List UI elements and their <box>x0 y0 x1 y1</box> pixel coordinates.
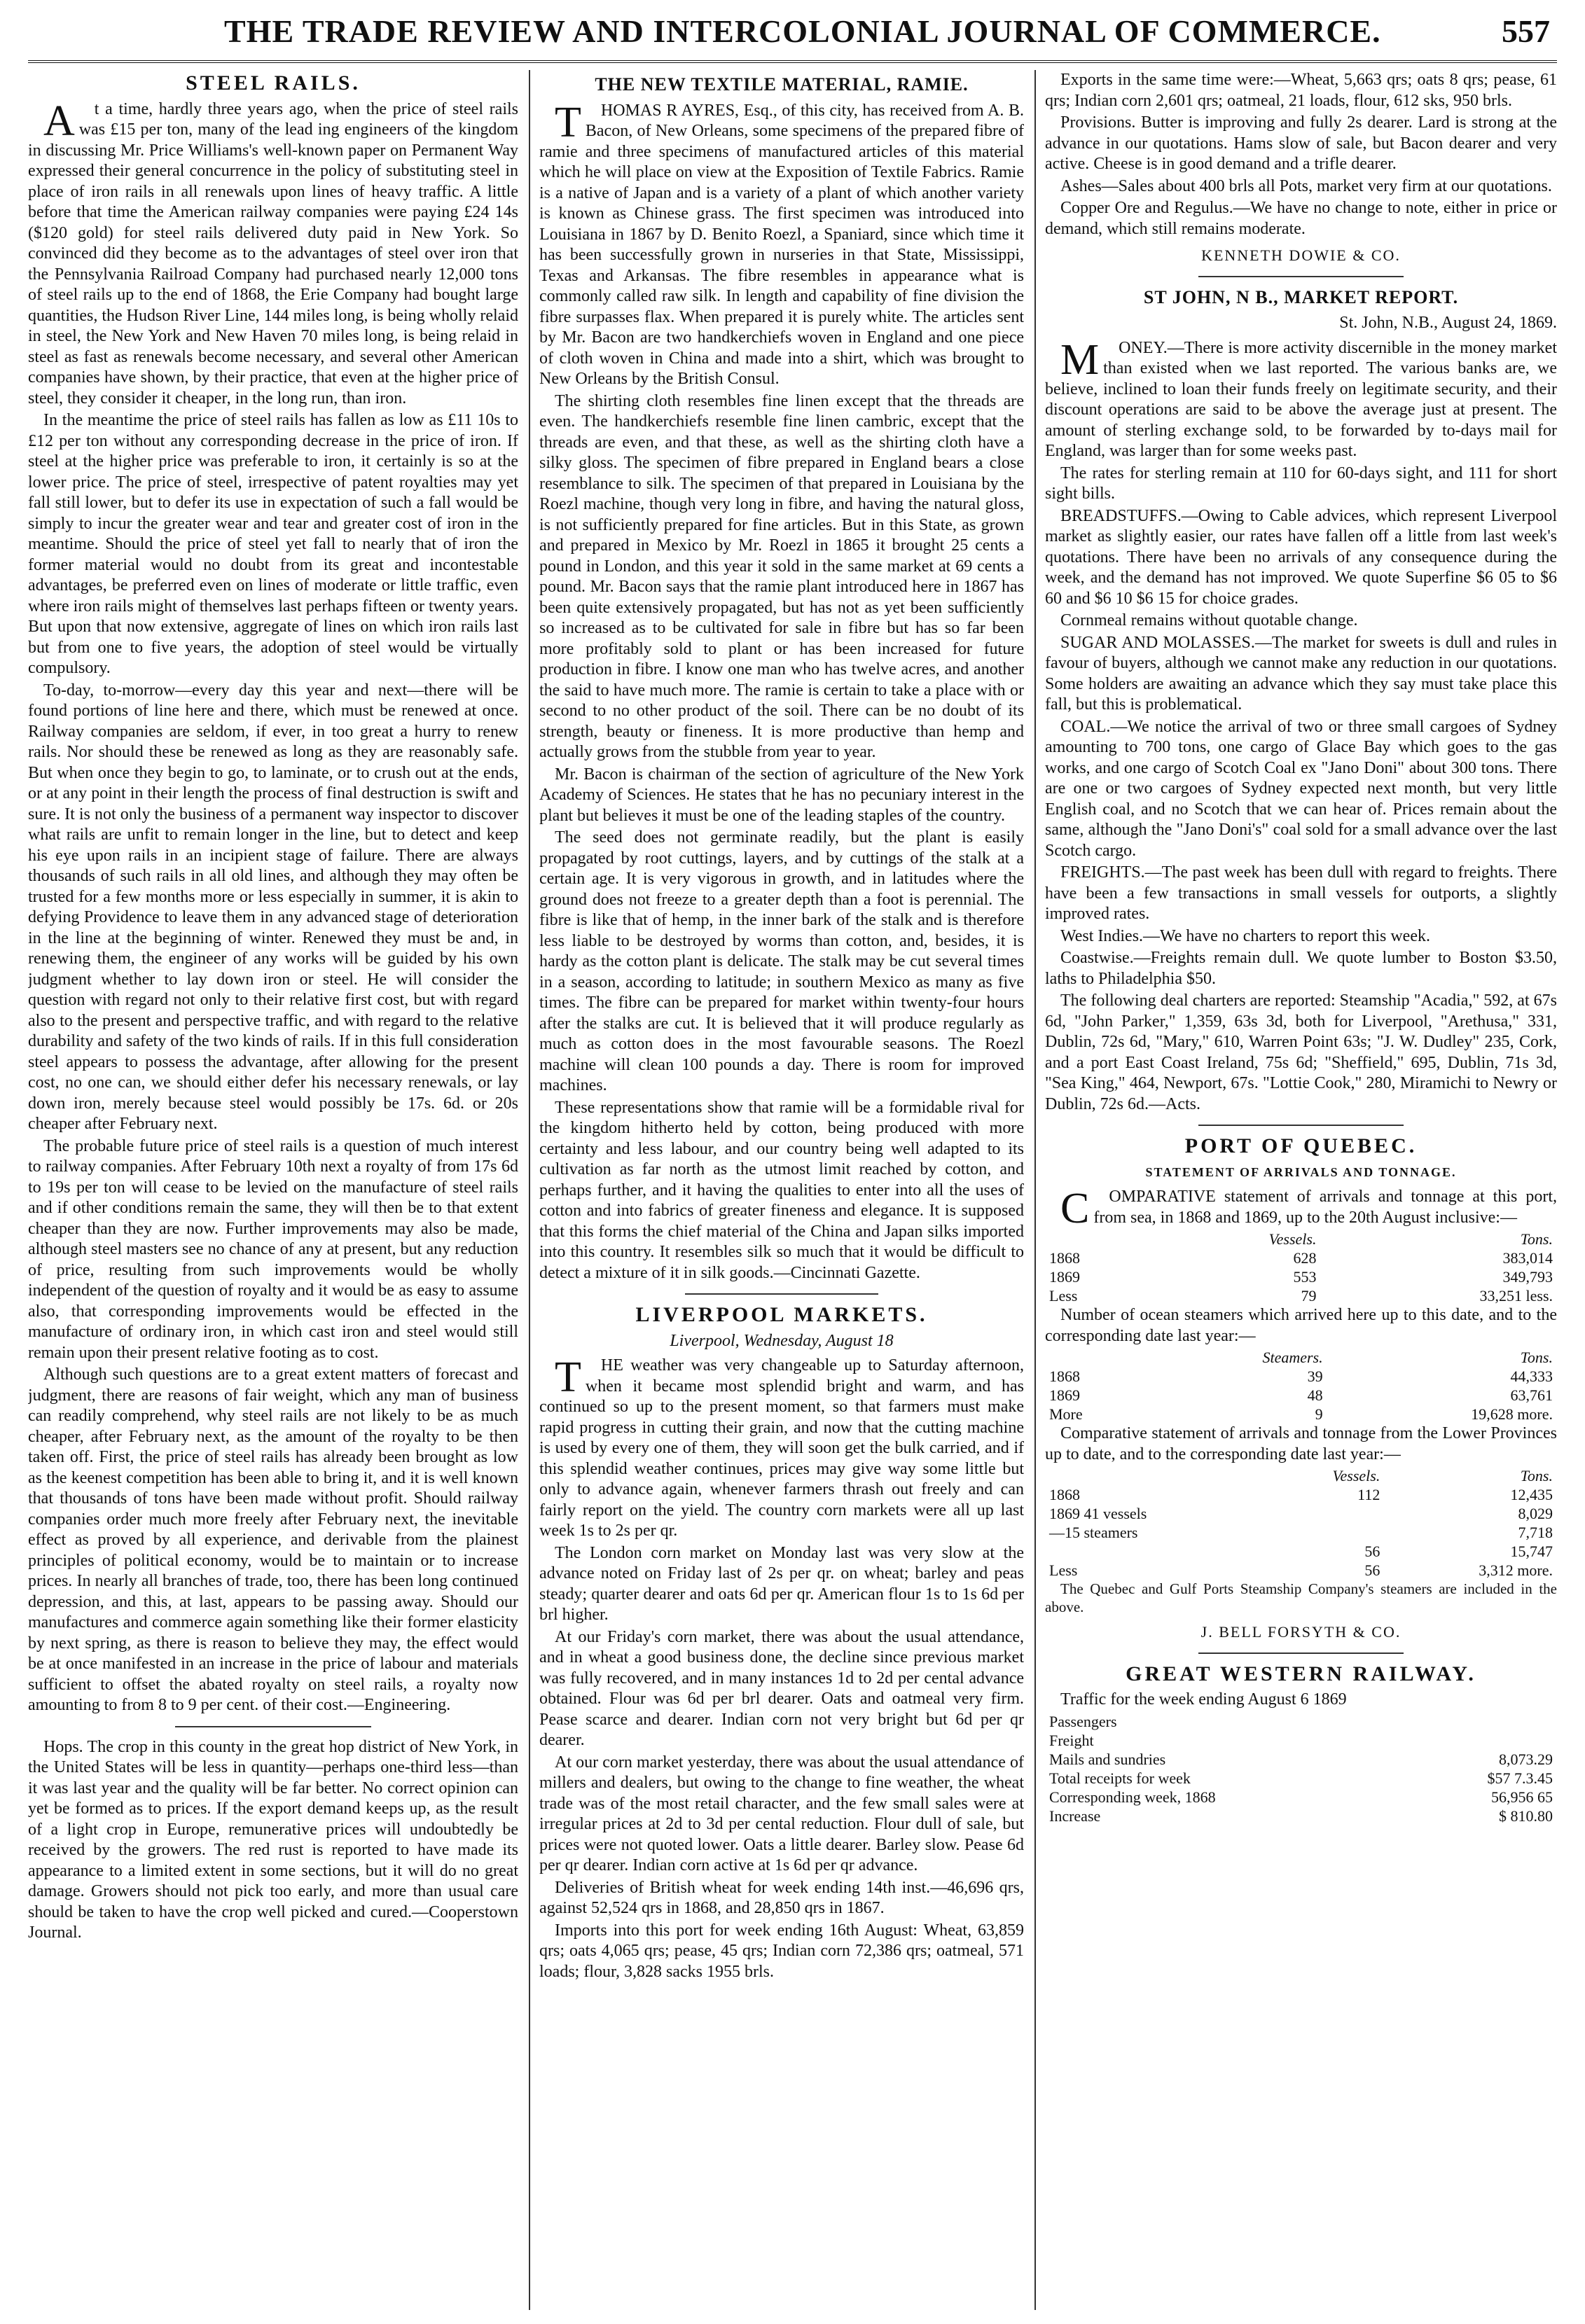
article-title-liverpool: LIVERPOOL MARKETS. <box>635 1303 928 1326</box>
divider <box>1198 276 1403 277</box>
quebec-table-sea: Vessels. Tons. 1868 628 383,014 1869 553 349,793 Less 79 33,251 less. <box>1045 1230 1557 1305</box>
paragraph: The rates for sterling remain at 110 for 60-days sight, and 111 for short sight bills. <box>1045 464 1557 503</box>
paragraph: THE weather was very changeable up to Saturday afternoon, when it became most splendid bright and warm, and has continued so up to the present moment, so that farmers must make rapid progress in cutting their grain, and now that the cutting machine is used by every one of them, they will soon get the bulk carried, and if this splendid weather continues, prices may give way some little but only to advance again, whenever farmers thrash out freely and can fairly report on the yield. The country corn markets were all up last week 1s to 2s per qr. <box>539 1354 1024 1540</box>
paragraph: The seed does not germinate readily, but the plant is easily propagated by root cuttings, layers, and by cuttings of the stalk at a certain age. It is very vigorous in growth, and in latitudes where the ground does not freeze to a greater depth than a foot is perennial. The fibre is like that of hemp, in the inner bark of the stalk and is therefore less liable to be destroyed by worms than cotton, and, besides, it is hardy as the cotton plant is delicate. The stalk may be cut several times in a season, according to latitude; in southern Mexico as many as five times. The fibre can be prepared for market within twenty-four hours after the stalks are cut. It is believed that it will produce regularly as much as cotton does in the most favourable seasons. The Roezl machine will clean 100 pounds a day. There is room for improved machines. <box>539 828 1024 1094</box>
table-row: Increase $ 810.80 <box>1049 1807 1553 1825</box>
page-number: 557 <box>1502 13 1550 49</box>
paragraph: Copper Ore and Regulus.—We have no change to note, either in price or demand, which still remains moderate. <box>1045 199 1557 238</box>
divider <box>1198 1125 1403 1126</box>
paragraph: At a time, hardly three years ago, when the price of steel rails was £15 per ton, many of the lead ing engineers of the kingdom in discussing Mr. Price Williams's well-known paper on Permanent Way expressed their general concurrence in the policy of substituting steel in place of iron rails in all renewals upon lines of heavy traffic. A little before that time the American railway companies were paying £24 14s ($120 gold) for steel rails delivered duty paid in New York. So convinced did they become as to the advantages of steel over iron that the Pennsylvania Railroad Company had purchased nearly 12,000 tons of steel rails up to the end of 1868, the Erie Company had bought large quantities, the Hudson River Line, 144 miles long, is being wholly relaid in steel, the New York and New Haven 70 miles long, is being relaid in steel as fast as renewals become necessary, and several other American companies have shown, by their practice, that even at the higher price of steel, they consider it cheaper, in the long run, than iron. <box>28 97 518 408</box>
paragraph: In the meantime the price of steel rails has fallen as low as £11 10s to £12 per ton without any corresponding decrease in the price of iron. If steel at the higher price was preferable to iron, it certainly is so at the lower price. The price of steel, irrespective of patent royalties may yet fall still lower, but to defer its use in expectation of such a fall would be simply to incur the greater wear and tear and greater cost of iron in the meantime. Should the price of steel yet fall to nearly that of iron the former material would no doubt from its great and incontestable advantages, be preferred even on lines of moderate or little traffic, even where iron rails might of themselves last perhaps fifteen or twenty years. But upon that now extensive, aggregate of lines on which iron rails last but from one to five years, the adoption of steel would be virtually compulsory. <box>28 411 518 677</box>
column-2 <box>539 70 1024 2310</box>
paragraph: At our Friday's corn market, there was about the usual attendance, and in wheat a good business done, the decline since previous market was fully recovered, and in many instances 1d to 2d per cental advance obtained. Flour was 6d per brl dearer. Oats and oatmeal very firm. Pease scarce and dearer. Indian corn not very bright but 6d per qr dearer. <box>539 1627 1024 1749</box>
paragraph: Cornmeal remains without quotable change. <box>1060 611 1358 629</box>
table-row: Freight <box>1049 1731 1094 1749</box>
table-row: 56 15,747 <box>1364 1543 1553 1560</box>
paragraph: Although such questions are to a great extent matters of forecast and judgment, there are reasons of fair weight, which any man of business can readily comprehend, why steel rails are not likely to be as much cheaper, after February next, as the amount of the royalty to be then taken off. First, the price of steel rails has already been brought as low as the keenest competition has been able to bring it, and it is well known that thousands of tons have been made without profit. Should railway companies order much more freely after February next, the inevitable effect as proved by all experience, and derivable from the plainest principles of political economy, would be to maintain or to increase prices. In nearly all branches of trade, too, there has been long continued depression, and this, at last, appears to be passing away. Should our manufactures and commerce again something like their former elasticity by next spring, as there is reason to believe they may, the effect would be at once manifested in an increase in the price of labour and materials sufficient to offset the abated royalty on steel rails, a royalty now amounting to from 8 to 9 per cent. of their cost.—Engineering. <box>28 1365 518 1714</box>
paragraph: COAL.—We notice the arrival of two or three small cargoes of Sydney amounting to 700 tons, one cargo of Glace Bay which goes to the gas works, and one cargo of Scotch Coal ex "Jano Doni" about 300 tons. There are one or two cargoes of Sydney expected next month, but very little English coal, and no Scotch that we can hear of. Prices remain about the same, although the "Jano Doni's" coal sold for a small advance over the last Scotch cargo. <box>1045 717 1557 860</box>
paragraph: Deliveries of British wheat for week ending 14th inst.—46,696 qrs, against 52,524 qrs in 1868, and 28,850 qrs in 1867. <box>539 1878 1024 1917</box>
paragraph: Number of ocean steamers which arrived here up to this date, and to the corresponding date last year:— <box>1045 1306 1557 1345</box>
divider <box>175 1726 371 1727</box>
paragraph: At our corn market yesterday, there was about the usual attendance of millers and dealers, but owing to the change to fine weather, the wheat trade was of the most retail character, and the few small sales were at irregular prices at 2d to 3d per cental reduction. Flour dull of sale, but prices were not quoted lower. Oats a little dearer. Barley slow. Pease 6d per qr dearer. Indian corn active at 1s 6d per qr advance. <box>539 1753 1024 1874</box>
journal-title: THE TRADE REVIEW AND INTERCOLONIAL JOURNAL OF COMMERCE. <box>224 13 1381 49</box>
gwr-traffic-table <box>1045 1712 1557 1825</box>
paragraph: SUGAR AND MOLASSES.—The market for sweets is dull and rules in favour of buyers, although we cannot make any reduction in our quotations. Some holders are awaiting an advance which they say must take place this fall, but this is problematical. <box>1045 633 1557 714</box>
paragraph: Mr. Bacon is chairman of the section of agriculture of the New York Academy of Sciences. He states that he has no pecuniary interest in the plant but believes it must be one of the leading staples of the country. <box>539 765 1024 825</box>
table-row: Mails and sundries 8,073.29 <box>1049 1750 1553 1768</box>
table-row: Less 56 3,312 more. <box>1049 1561 1553 1579</box>
table-row: 1869 553 349,793 <box>1049 1268 1553 1286</box>
paragraph: MONEY.—There is more activity discernible in the money market than existed when we last reported. The various banks are, we believe, inclined to loan their funds freely on legitimate security, and their discount operations are said to be above the average just at present. The amount of sterling exchange sold, to be forwarded by to-days mail for England, was larger than for some weeks past. <box>1045 335 1557 460</box>
article-title-quebec: PORT OF QUEBEC. <box>1184 1134 1418 1157</box>
article-title-gwr: GREAT WESTERN RAILWAY. <box>1126 1662 1476 1685</box>
paragraph: Traffic for the week ending August 6 1869 <box>1060 1690 1347 1709</box>
paragraph: The shirting cloth resembles fine linen except that the threads are even. The handkerchiefs resemble fine linen cambric, except that the threads are even, and that these, as well as the shirting cloth have a silky gloss. The specimen of fibre prepared in England bears a close resemblance to silk. The specimen of that prepared in Louisiana by the Roezl machine, though very long in fibre, and having the natural gloss, is not sufficiently prepared for fine articles. But in this State, as grown and prepared in Mexico by Mr. Roezl in 1865 it brought 25 cents a pound in London, and this year it sold in the same market at 69 cents a pound. Mr. Bacon says that the ramie plant introduced here in 1867 has been quite extensively propagated, but has not as yet been sufficiently so increased as to be cultivated for sale in fibre but has so far been more profitably sold to plant or has been increased for future production in fibre. I know one man who has twelve acres, and another the said to have much more. The ramie is certain to take a place with or second to no other product of the soil. There can be no doubt of its strength, beauty or fineness. It is more productive than hemp and actually grows from the stubble from year to year. <box>539 391 1024 761</box>
footnote: The Quebec and Gulf Ports Steamship Company's steamers are included in the above. <box>1045 1580 1557 1615</box>
quebec-table-lower-provinces: Vessels. Tons. 1868 112 12,435 1869 41 vessels 8,029 —15 steamers 7,718 56 15,747 Less 56 3,312 more. <box>1045 1466 1557 1580</box>
table-row: More 9 19,628 more. <box>1049 1405 1553 1423</box>
paragraph: The probable future price of steel rails is a question of much interest to railway companies. After February 10th next a royalty of from 17s 6d to 19s per ton will cease to be levied on the manufacture of steel rails and if other conditions remain the same, they will then be to that extent cheaper than they are now. Further improvements may also be made, although steel masters see no chance of any at present, but any reduction of price, resulting from such improvements would be wholly independent of the question of royalty and it would be as easy to assume also, that corresponding improvements would be effected in the manufacture of ordinary iron, in which cast iron and steel would still remain upon their present relative footing as to cost. <box>28 1136 518 1362</box>
table-row: Corresponding week, 1868 56,956 65 <box>1049 1788 1553 1806</box>
paragraph: West Indies.—We have no charters to report this week. <box>1060 926 1430 945</box>
dateline: Liverpool, Wednesday, August 18 <box>670 1331 894 1350</box>
paragraph: Provisions. Butter is improving and fully 2s dearer. Lard is strong at the advance in our quotations. Hams slow of sale, but Bacon dearer and very active. Cheese is in good demand and a trifle dearer. <box>1045 113 1557 173</box>
signature: J. BELL FORSYTH & CO. <box>1200 1623 1401 1641</box>
table-row: 1869 41 vessels 8,029 <box>1049 1505 1553 1522</box>
paragraph: FREIGHTS.—The past week has been dull with regard to freights. There have been a few transactions in small vessels for outports, a slightly improved rates. <box>1045 863 1557 923</box>
paragraph: Exports in the same time were:—Wheat, 5,663 qrs; oats 8 qrs; pease, 61 qrs; Indian corn 2,601 qrs; oatmeal, 21 loads, flour, 612 sks, 950 brls. <box>1045 71 1557 110</box>
paragraph: The following deal charters are reported: Steamship "Acadia," 592, at 67s 6d, "John Parker," 1,359, 63s 3d, both for Liverpool, "Arethusa," 331, Dublin, 72s 6d, "Mary," 610, Warren Point 63s; "J. W. Dudley" 235, Cork, and a port East Coast Ireland, 75s 6d; "Sheffield," 695, Dublin, 71s 3d, "Sea King," 464, Newport, 67s. "Lottie Cook," 280, Miramichi to Newry or Dublin, 72s 6d.—Acts. <box>1045 991 1557 1113</box>
paragraph: COMPARATIVE statement of arrivals and tonnage at this port, from sea, in 1868 and 1869, up to the 20th August inclusive:— <box>1060 1185 1557 1232</box>
column-rule <box>529 70 530 2310</box>
page <box>28 0 1557 2324</box>
table-row: 1869 48 63,761 <box>1049 1386 1553 1404</box>
table-row: Passengers <box>1049 1712 1117 1730</box>
signature: KENNETH DOWIE & CO. <box>1201 246 1401 264</box>
column-3 <box>1045 70 1557 2310</box>
paragraph: Imports into this port for week ending 16th August: Wheat, 63,859 qrs; oats 4,065 qrs; pease, 45 qrs; Indian corn 72,386 qrs; oatmeal, 571 loads; flour, 3,828 sacks 1955 brls. <box>539 1921 1024 1981</box>
table-row: Less 79 33,251 less. <box>1049 1287 1553 1304</box>
paragraph: To-day, to-morrow—every day this year and next—there will be found portions of line here and there, which must be renewed at once. Railway companies are seldom, if ever, in too great a hurry to renew rails. Nor should these be renewed as long as they are reasonably safe. But when once they begin to go, to laminate, or to crush out at the ends, or at any point in their length the process of final destruction is swift and sure. It is not only the business of a permanent way inspector to discover what rails are unfit to remain longer in the line, but to detect and keep his eye upon rails in an incipient stage of failure. There are always thousands of such rails in all old lines, and although they may often be trusted for a few months more or less especially in summer, it is akin to defying Providence to leave them in any advanced stage of deterioration in the line at the beginning of winter. Renewed they must be and, in renewing them, the engineer of any works will be guided by his own judgment whether to lay down iron or steel. He will consider the question with regard not only to their relative first cost, but with regard also to the present and perspective traffic, and with regard to the relative durability and safety of the two kinds of rails. If in this full consideration steel appears to possess the advantage, after allowing for the present cost, no one can, we should either defer his necessary renewals, or lay down iron, merely because steel would possibly be 17s. 6d. or 20s cheaper after February next. <box>28 681 518 1133</box>
column-1 <box>28 70 518 2310</box>
paragraph: THOMAS R AYRES, Esq., of this city, has received from A. B. Bacon, of New Orleans, some specimens of the prepared fibre of ramie and three specimens of manufactured articles of this material which he will place on view at the Exposition of Textile Fabrics. Ramie is a native of Japan and is a variety of a plant of which another variety is known as Chinese grass. The first specimen was introduced into Louisiana in 1867 by D. Benito Roezl, a Spaniard, since which time it has been successfully grown in nurseries in that State, Mississippi, Texas and Arkansas. The fibre resembles in appearance what is commonly called raw silk. In length and capability of fine division the fibre surpasses flax. When prepared it is purely white. The articles sent by Mr. Bacon are two handkerchiefs woven in England and one piece of cloth woven in China and made into a shirt, which was brought to New Orleans by the British Consul. <box>539 98 1024 388</box>
paragraph: These representations show that ramie will be a formidable rival for the kingdom hitherto held by cotton, being produced with more certainty and less labour, and our country being well adapted to its cultivation as far north as the utmost limit reached by cotton, and perhaps further, and it having the qualities to enter into all the uses of cotton and into fabrics of greater fineness and elegance. It is supposed that this forms the chief material of the China and Japan silks imported into this country. It resembles silk so much that it would be difficult to detect a mixture of it in silk goods.—Cincinnati Gazette. <box>539 1098 1024 1282</box>
running-head <box>28 4 1557 63</box>
article-title-ramie: THE NEW TEXTILE MATERIAL, RAMIE. <box>595 74 969 95</box>
column-rule <box>1034 70 1036 2310</box>
paragraph: Hops. The crop in this county in the great hop district of New York, in the United States will be less in quantity—perhaps one-third less—than it was last year and the quality will be far better. No correct opinion can yet be formed as to prices. If the export demand keeps up, as the result of a light crop in Europe, remunerative prices will undoubtedly be received by the growers. The red rust is reported to have made its appearance to a limited extent in some sections, but it will do no great damage. Growers should not pick too early, and more than usual care should be taken to have the crop well picked and cured.—Cooperstown Journal. <box>28 1737 518 1942</box>
article-title-steel-rails: STEEL RAILS. <box>186 71 361 95</box>
article-title-st-john: ST JOHN, N B., MARKET REPORT. <box>1143 286 1459 307</box>
dateline: St. John, N.B., August 24, 1869. <box>1339 314 1557 332</box>
divider <box>685 1293 879 1295</box>
table-row: 1868 628 383,014 <box>1049 1249 1553 1267</box>
paragraph: The London corn market on Monday last was very slow at the advance noted on Friday last of 2s per qr. on wheat; barley and peas steady; quarter dearer and oats 6d per qr. American flour 1s to 1s 6d per brl higher. <box>539 1543 1024 1624</box>
subtitle: STATEMENT OF ARRIVALS AND TONNAGE. <box>1145 1164 1457 1179</box>
table-row: 1868 112 12,435 <box>1049 1486 1553 1503</box>
table-row: Total receipts for week $57 7.3.45 <box>1049 1769 1553 1787</box>
table-row: 1868 39 44,333 <box>1049 1368 1553 1385</box>
paragraph: BREADSTUFFS.—Owing to Cable advices, which represent Liverpool market as slightly easier, our rates have fallen off a little from last week's quotations. There have been no arrivals of any consequence during the week, and the demand has not improved. We quote Superfine $6 05 to $6 60 and $6 10 $6 15 for choice grades. <box>1045 506 1557 608</box>
paragraph: Coastwise.—Freights remain dull. We quote lumber to Boston $3.50, laths to Philadelphia $50. <box>1045 949 1557 988</box>
quebec-table-steamers: Steamers. Tons. 1868 39 44,333 1869 48 63,761 More 9 19,628 more. <box>1045 1348 1557 1424</box>
divider <box>1198 1652 1403 1654</box>
paragraph: Comparative statement of arrivals and tonnage from the Lower Provinces up to date, and to the corresponding date last year:— <box>1045 1424 1557 1463</box>
paragraph: Ashes—Sales about 400 brls all Pots, market very firm at our quotations. <box>1060 176 1552 195</box>
table-row: —15 steamers 7,718 <box>1049 1524 1553 1541</box>
